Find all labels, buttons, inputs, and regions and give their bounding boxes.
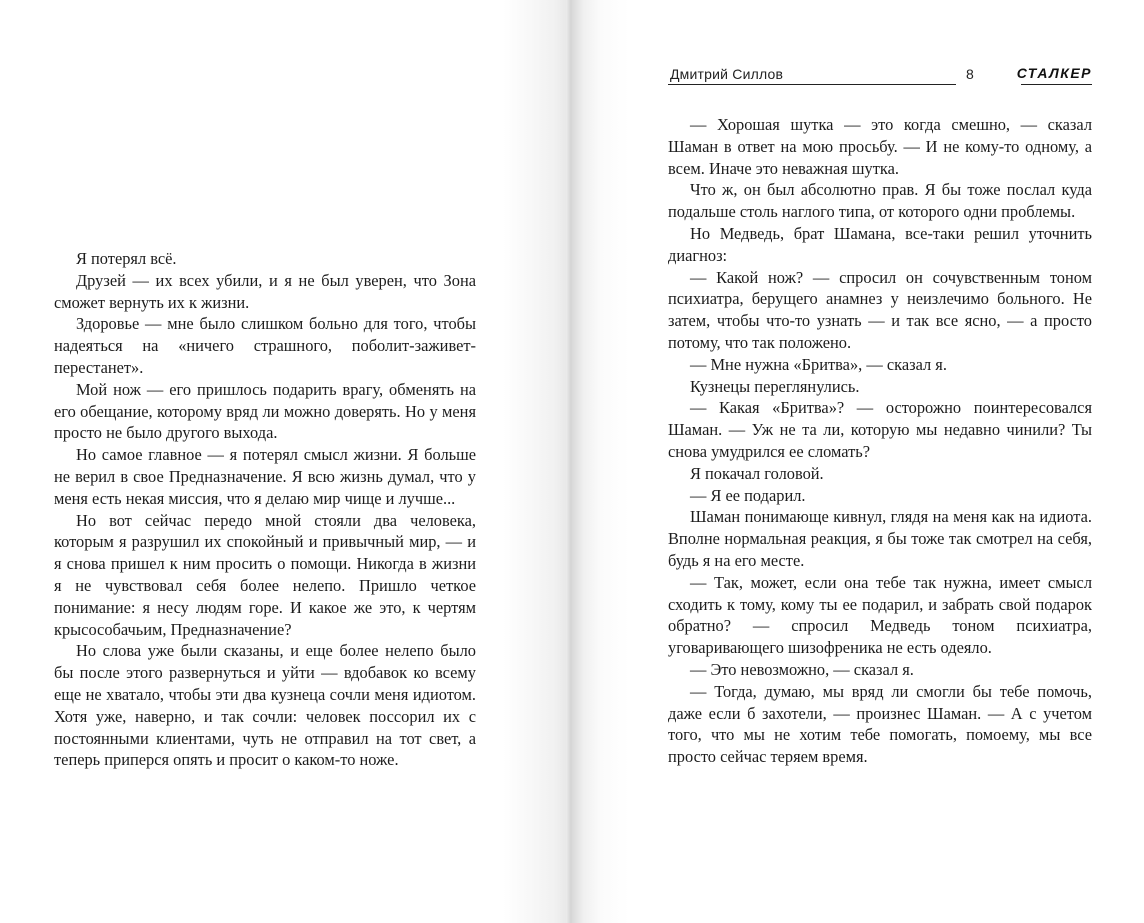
right-page-text — [668, 114, 1092, 768]
left-page-text — [54, 248, 476, 771]
paragraph: — Так, может, если она тебе так нужна, имеет смысл сходить к тому, кому ты ее подарил, и забрать свой подарок обратно? — спросил Медведь тоном психиатра, уговаривающего шизофреника не есть одеяло. — [668, 572, 1092, 658]
paragraph: Шаман понимающе кивнул, глядя на меня как на идиота. Вполне нормальная реакция, я бы тоже так смотрел на себя, будь я на его месте. — [668, 507, 1092, 570]
header-series-rule — [1021, 84, 1092, 85]
paragraph: Друзей — их всех убили, и я не был уверен, что Зона сможет вернуть их к жизни. — [54, 270, 476, 312]
paragraph: — Какая «Бритва»? — осторожно поинтересовался Шаман. — Уж не та ли, которую мы недавно чинили? Ты снова умудрился ее сломать? — [668, 398, 1092, 461]
header-author: Дмитрий Силлов — [670, 66, 784, 82]
paragraph: Мой нож — его пришлось подарить врагу, обменять на его обещание, которому вряд ли можно доверять. Но у меня просто не было другого выхода. — [54, 379, 476, 443]
paragraph: Я покачал головой. — [690, 463, 824, 483]
paragraph: Кузнецы переглянулись. — [690, 376, 860, 396]
header-series: СТАЛКЕР — [1016, 65, 1092, 81]
paragraph: — Хорошая шутка — это когда смешно, — сказал Шаман в ответ на мою просьбу. — И не кому-то одному, а всем. Иначе это неважная шутка. — [668, 115, 1092, 178]
page-number: 8 — [966, 66, 974, 82]
paragraph: — Это невозможно, — сказал я. — [690, 659, 914, 679]
paragraph: Но самое главное — я потерял смысл жизни. Я больше не верил в свое Предназначение. Я всю жизнь думал, что у меня есть некая миссия, что я делаю мир чище и лучше... — [54, 445, 476, 508]
paragraph: Что ж, он был абсолютно прав. Я бы тоже послал куда подальше столь наглого типа, от которого одни проблемы. — [668, 180, 1092, 222]
paragraph: Но Медведь, брат Шамана, все-таки решил уточнить диагноз: — [668, 223, 1092, 265]
paragraph: — Мне нужна «Бритва», — сказал я. — [690, 354, 947, 374]
paragraph: — Тогда, думаю, мы вряд ли смогли бы тебе помочь, даже если б захотели, — произнес Шаман. — А с учетом того, что мы не хотим тебе помогать, помоему, мы все просто сейчас теряем время. — [668, 681, 1092, 767]
paragraph: Но вот сейчас передо мной стояли два человека, которым я разрушил их спокойный и привычный мир, — и я снова пришел к ним просить о помощи. Никогда в жизни я не чувствовал себя более нелепо. Пришло четкое понимание: я несу людям горе. И какое же это, к чертям крысособачьим, Предназначение? — [54, 510, 476, 639]
paragraph: — Какой нож? — спросил он сочувственным тоном психиатра, берущего анамнез у неизлечимо больного. Не затем, чтобы что-то узнать — и так все ясно, — а просто потому, что так положено. — [668, 267, 1092, 352]
running-header — [668, 64, 1092, 88]
paragraph: Здоровье — мне было слишком больно для того, чтобы надеяться на «ничего страшного, поболит-заживет-перестанет». — [54, 314, 476, 377]
header-rule — [668, 84, 956, 85]
paragraph: Но слова уже были сказаны, и еще более нелепо было бы после этого развернуться и уйти — вдобавок ко всему еще не хватало, чтобы эти два кузнеца сочли меня идиотом. Хотя уже, наверно, и так сочли: человек поссорил их с постоянными клиентами, чуть не отправил на тот свет, а теперь приперся опять и просит о каком-то ноже. — [54, 641, 476, 770]
paragraph: Я потерял всё. — [76, 249, 177, 268]
paragraph: — Я ее подарил. — [690, 485, 806, 505]
